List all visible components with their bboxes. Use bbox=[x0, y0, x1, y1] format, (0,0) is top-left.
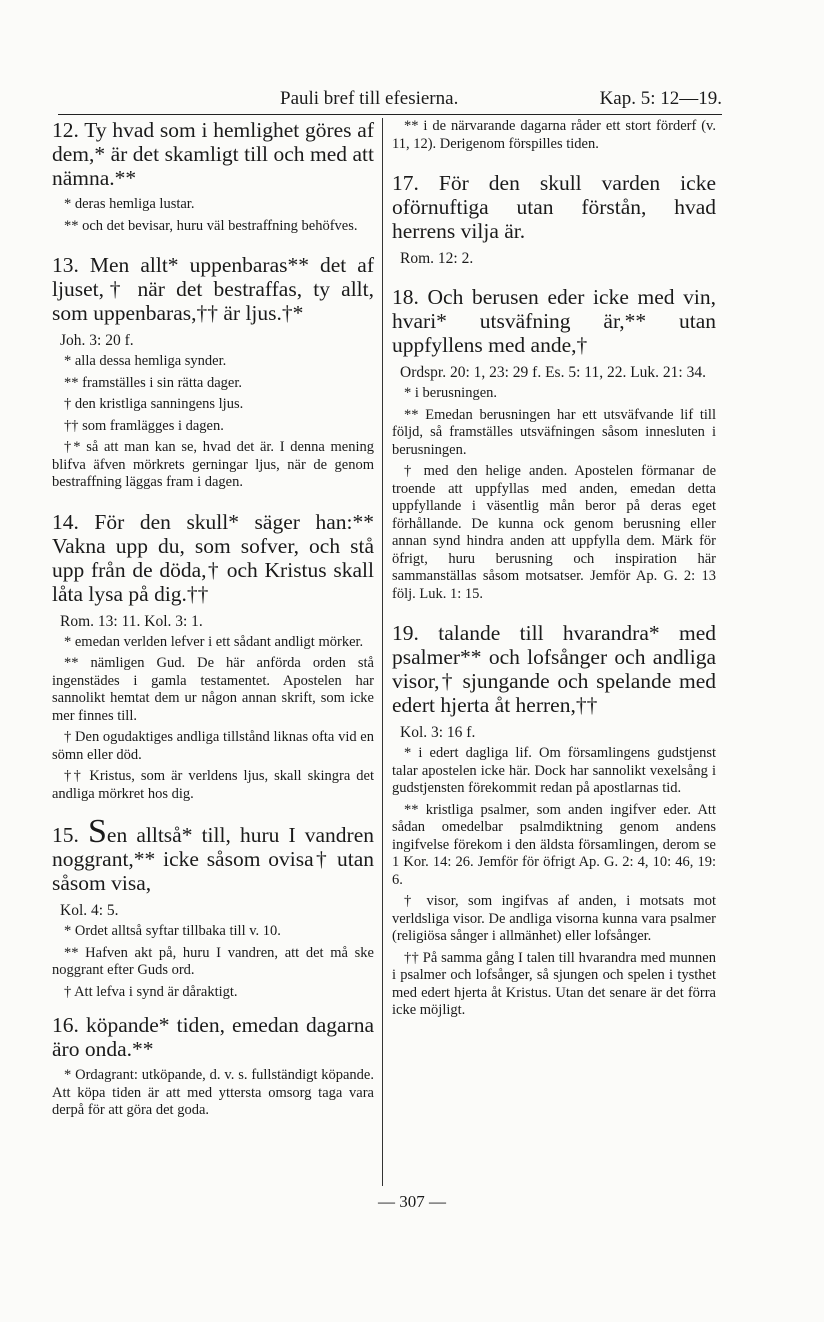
footnote: †† På samma gång I talen till hvarandra med munnen i psalmer och lofsånger, så sjungen och spelen i tysthet med edert hjerta åt Kristus. Utan det senare är det förra icke möjligt. bbox=[392, 949, 716, 1018]
page-number: — 307 — bbox=[378, 1192, 446, 1211]
cross-reference: Rom. 13: 11. Kol. 3: 1. bbox=[60, 612, 203, 630]
footnote: †† som framlägges i dagen. bbox=[64, 417, 224, 434]
cross-reference: Kol. 3: 16 f. bbox=[400, 724, 476, 741]
footnote: * i berusningen. bbox=[404, 385, 498, 401]
footnote: * Ordagrant: utköpande, d. v. s. fullständigt köpande. Att köpa tiden är att med yttersta omsorg taga vara derpå för att göra det goda. bbox=[52, 1067, 374, 1118]
footnote: † Den ogudaktiges andliga tillstånd liknas ofta vid en sömn eller död. bbox=[52, 729, 374, 763]
footnote: ** nämligen Gud. De här anförda orden stå ingenstädes i gamla testamentet. Apostelen har sannolikt hemtat dem ur någon annan skrift, som icke mer finnes till. bbox=[52, 655, 374, 724]
verse-14: 14. För den skull* säger han:** Vakna upp du, som sofver, och stå upp från de döda,† och Kristus skall låta lysa på dig.†† bbox=[52, 509, 374, 606]
verse-12: 12. Ty hvad som i hemlighet göres af dem,* är det skamligt till och med att nämna.** bbox=[52, 118, 374, 190]
verse-number: 15. bbox=[52, 823, 79, 847]
cross-reference: Ordspr. 20: 1, 23: 29 f. Es. 5: 11, 22. Luk. 21: 34. bbox=[400, 364, 706, 381]
footnote: ** Emedan berusningen har ett utsväfvande lif till följd, så framställes utsväfningen såsom innesluten i berusningen. bbox=[392, 406, 716, 458]
footnote: † med den helige anden. Apostelen förmanar de troende att uppfyllas med anden, emedan detta uppfyllande i väsentlig mån beror på deras eget förhållande. De kunna ock genom berusning eller annan synd hindra anden att uppfylla dem. Märk för öfrigt, huru berusning och inspiration här sammanställas såsom motsatser. Jemför Ap. G. 2: 13 följ. Luk. 1: 15. bbox=[392, 463, 716, 602]
footnote: †† Kristus, som är verldens ljus, skall skingra det andliga mörkret hos dig. bbox=[52, 768, 374, 802]
footnote: ** Hafven akt på, huru I vandren, att det må ske noggrant efter Guds ord. bbox=[52, 944, 374, 978]
footnote-continued: ** i de närvarande dagarna råder ett stort förderf (v. 11, 12). Derigenom förspilles tiden. bbox=[392, 118, 716, 152]
footnote: * emedan verlden lefver i ett sådant andligt mörker. bbox=[64, 633, 364, 650]
section-initial: S bbox=[88, 813, 107, 850]
footnote: † den kristliga sanningens ljus. bbox=[64, 396, 244, 412]
footnote: ** och det bevisar, huru väl bestraffning behöfves. bbox=[64, 217, 358, 234]
verse-15 bbox=[52, 813, 375, 895]
cross-reference: Kol. 4: 5. bbox=[60, 902, 119, 919]
column-divider bbox=[382, 118, 383, 1186]
cross-reference: Joh. 3: 20 f. bbox=[60, 332, 134, 349]
footnote: † Att lefva i synd är dåraktigt. bbox=[64, 983, 238, 1000]
running-header bbox=[58, 84, 722, 115]
verse-19: 19. talande till hvarandra* med psalmer** och lofsånger och andliga visor,† sjungande och spelande med edert hjerta åt herren,†† bbox=[392, 621, 716, 717]
verse-17: 17. För den skull varden icke oförnuftiga utan förstån, hvad herrens vilja är. bbox=[392, 171, 716, 243]
footnote: * deras hemliga lustar. bbox=[64, 196, 195, 212]
footnote: ** framställes i sin rätta dager. bbox=[64, 374, 242, 391]
left-column bbox=[52, 118, 374, 1124]
footnote: † visor, som ingifvas af anden, i motsats mot verldsliga visor. De andliga visorna kunna vara psalmer (religiösa sånger i allmänhet) eller lofsånger. bbox=[392, 893, 716, 944]
cross-reference: Rom. 12: 2. bbox=[400, 250, 474, 267]
footnote: * i edert dagliga lif. Om församlingens gudstjenst talar apostelen icke här. Dock har sannolikt vexelsång i gudstjensten förekommit redan på apostlarnas tid. bbox=[392, 745, 716, 796]
header-title: Pauli bref till efesierna. bbox=[280, 88, 459, 109]
footnote: * alla dessa hemliga synder. bbox=[64, 353, 227, 369]
right-column bbox=[392, 118, 716, 1024]
header-chapter-ref: Kap. 5: 12—19. bbox=[599, 88, 722, 109]
verse-13: 13. Men allt* uppenbaras** det af ljuset,† när det bestraffas, ty allt, som uppenbaras,†† är ljus.†* bbox=[52, 253, 374, 325]
footnote: * Ordet alltså syftar tillbaka till v. 10. bbox=[64, 923, 281, 939]
footnote: †* så att man kan se, hvad det är. I denna mening blifva äfven mörkrets gerningar ljus, när de genom bestraffning läggas fram i dagen. bbox=[52, 439, 374, 490]
footnote: ** kristliga psalmer, som anden ingifver eder. Att sådan omedelbar psalmdiktning genom andens ingifvelse förekom i den äldsta församlingen, derom se 1 Kor. 14: 26. Jemför för öfrigt Ap. G. 2: 4, 10: 46, 19: 6. bbox=[392, 801, 716, 888]
verse-16: 16. köpande* tiden, emedan dagarna äro onda.** bbox=[52, 1013, 374, 1061]
verse-18: 18. Och berusen eder icke med vin, hvari* utsväfning är,** utan uppfyllens med ande,† bbox=[392, 285, 716, 357]
verse-text: en alltså* till, huru I vandren noggrant,** icke såsom ovisa† utan såsom visa, bbox=[52, 823, 375, 895]
